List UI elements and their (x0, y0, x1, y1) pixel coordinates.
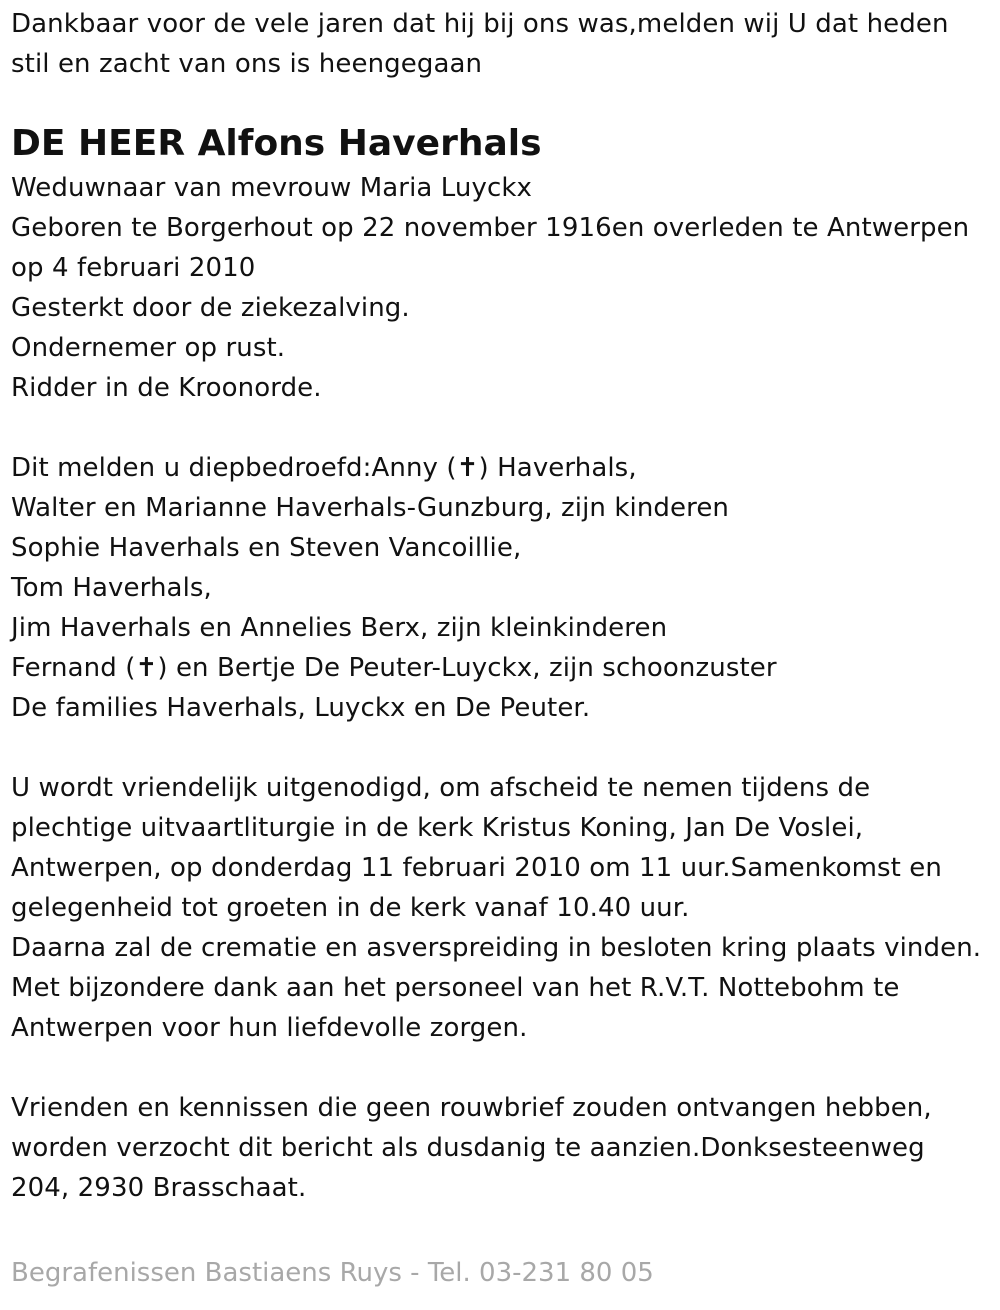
intro-section (11, 4, 996, 84)
ceremony-line-5: Daarna zal de crematie en asverspreiding in besloten kring plaats vinden. (11, 933, 982, 963)
details-line-4: Gesterkt door de ziekezalving. (11, 293, 410, 323)
details-line-2: Geboren te Borgerhout op 22 november 1916en overleden te Antwerpen (11, 213, 970, 243)
intro-line-1: Dankbaar voor de vele jaren dat hij bij ons was,melden wij U dat heden (11, 9, 949, 39)
spacer (11, 408, 996, 448)
family-line-5: Jim Haverhals en Annelies Berx, zijn kleinkinderen (11, 613, 668, 643)
ceremony-section (11, 768, 996, 1048)
spacer (11, 728, 996, 768)
notice-section (11, 1088, 996, 1208)
obituary-document (11, 4, 996, 1208)
intro-line-2: stil en zacht van ons is heengegaan (11, 49, 483, 79)
details-line-5: Ondernemer op rust. (11, 333, 286, 363)
details-line-6: Ridder in de Kroonorde. (11, 373, 322, 403)
family-line-4: Tom Haverhals, (11, 573, 212, 603)
family-line-6: Fernand (✝) en Bertje De Peuter-Luyckx, zijn schoonzuster (11, 653, 777, 683)
ceremony-line-4: gelegenheid tot groeten in de kerk vanaf 10.40 uur. (11, 893, 690, 923)
ceremony-line-6: Met bijzondere dank aan het personeel van het R.V.T. Nottebohm te (11, 973, 900, 1003)
details-section (11, 168, 996, 408)
details-line-3: op 4 februari 2010 (11, 253, 256, 283)
family-line-2: Walter en Marianne Haverhals-Gunzburg, zijn kinderen (11, 493, 730, 523)
family-line-7: De families Haverhals, Luyckx en De Peuter. (11, 693, 591, 723)
family-line-1: Dit melden u diepbedroefd:Anny (✝) Haverhals, (11, 453, 637, 483)
family-line-3: Sophie Haverhals en Steven Vancoillie, (11, 533, 522, 563)
spacer (11, 1048, 996, 1088)
deceased-name: DE HEER Alfons Haverhals (11, 123, 542, 164)
notice-line-3: 204, 2930 Brasschaat. (11, 1173, 307, 1203)
ceremony-line-3: Antwerpen, op donderdag 11 februari 2010 om 11 uur.Samenkomst en (11, 853, 942, 883)
notice-line-1: Vrienden en kennissen die geen rouwbrief zouden ontvangen hebben, (11, 1093, 932, 1123)
family-section (11, 448, 996, 728)
ceremony-line-2: plechtige uitvaartliturgie in de kerk Kristus Koning, Jan De Voslei, (11, 813, 864, 843)
notice-line-2: worden verzocht dit bericht als dusdanig te aanzien.Donksesteenweg (11, 1133, 925, 1163)
ceremony-line-7: Antwerpen voor hun liefdevolle zorgen. (11, 1013, 528, 1043)
funeral-home-footer: Begrafenissen Bastiaens Ruys - Tel. 03-231 80 05 (11, 1258, 654, 1288)
details-line-1: Weduwnaar van mevrouw Maria Luyckx (11, 173, 533, 203)
ceremony-line-1: U wordt vriendelijk uitgenodigd, om afscheid te nemen tijdens de (11, 773, 871, 803)
